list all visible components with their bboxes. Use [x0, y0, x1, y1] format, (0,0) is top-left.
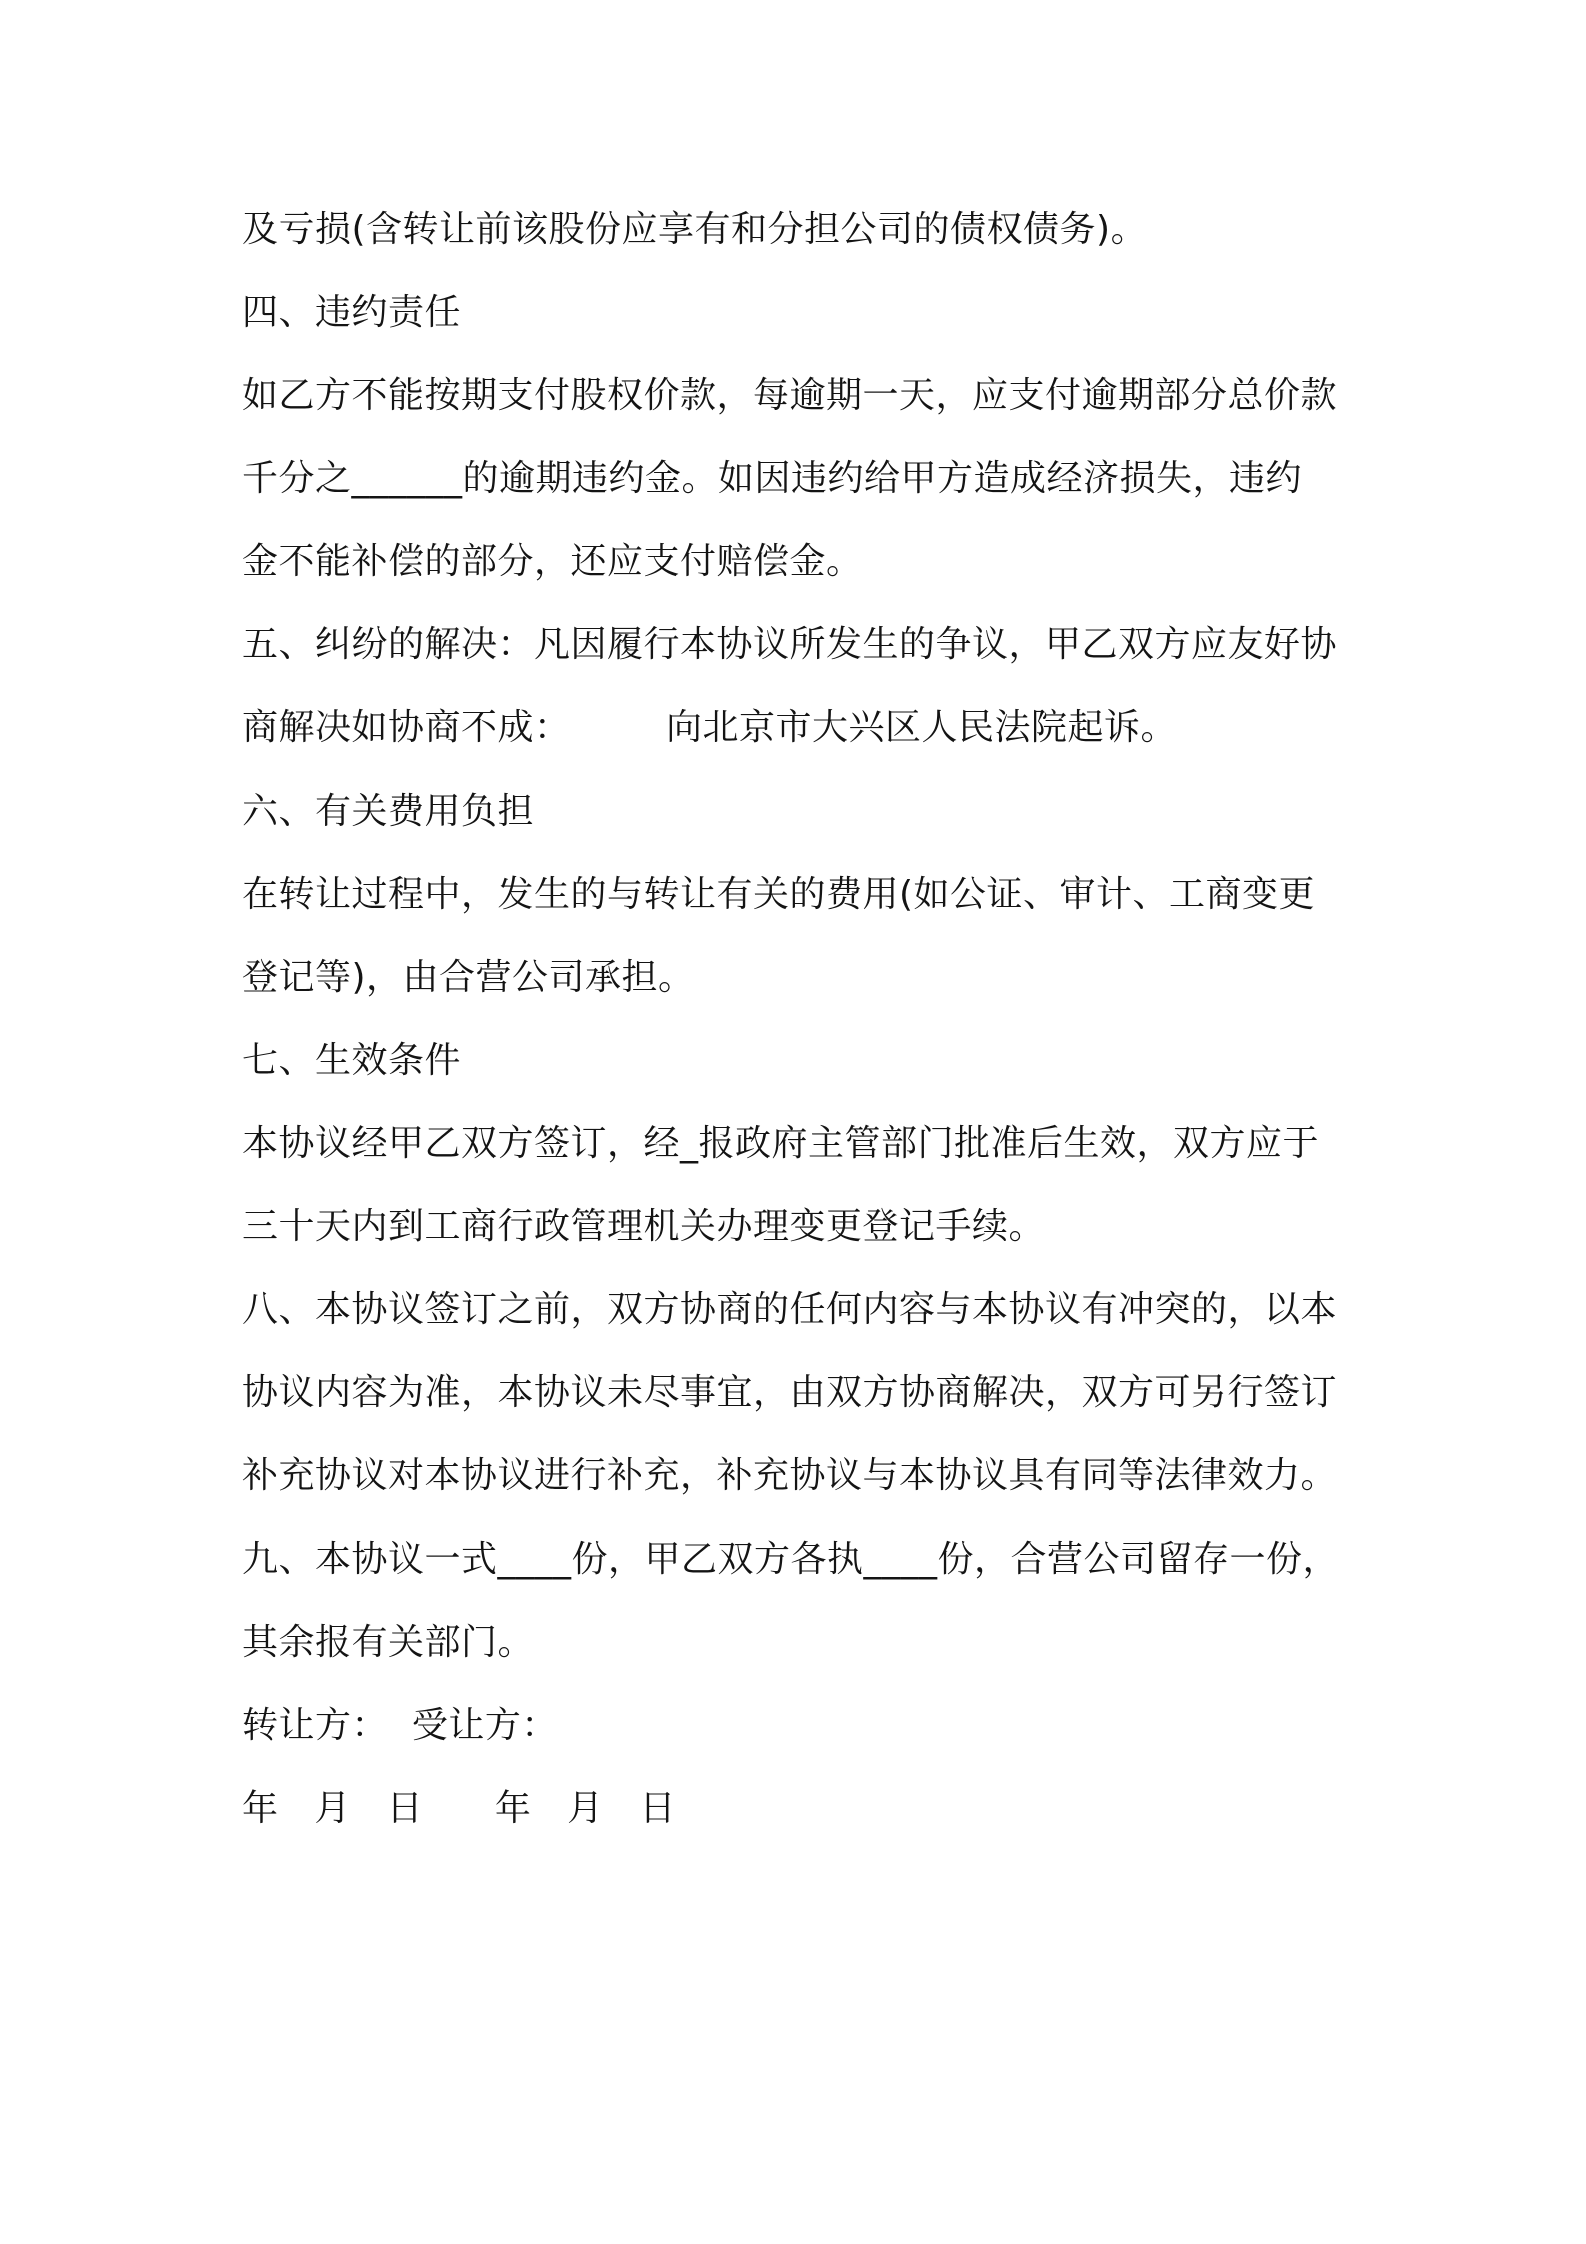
text-line-fees-detail: 在转让过程中，发生的与转让有关的费用(如公证、审计、工商变更 — [242, 874, 1316, 915]
heading-dispute-resolution: 五、纠纷的解决：凡因履行本协议所发生的争议，甲乙双方应友好协 — [242, 624, 1338, 665]
text-line-other-departments: 其余报有关部门。 — [242, 1622, 535, 1663]
text-line-prior-agreements: 八、本协议签订之前，双方协商的任何内容与本协议有冲突的，以本 — [242, 1289, 1338, 1330]
signature-dates: 年 月 日 年 月 日 — [242, 1788, 676, 1829]
text-line-late-payment: 如乙方不能按期支付股权价款，每逾期一天，应支付逾期部分总价款 — [242, 375, 1338, 416]
heading-fees: 六、有关费用负担 — [242, 791, 535, 832]
text-line-losses: 及亏损(含转让前该股份应享有和分担公司的债权债务)。 — [242, 209, 1148, 250]
text-line-registration: 三十天内到工商行政管理机关办理变更登记手续。 — [242, 1206, 1046, 1247]
text-line-penalty: 千分之______的逾期违约金。如因违约给甲方造成经济损失，违约 — [242, 458, 1303, 499]
heading-breach-liability: 四、违约责任 — [242, 292, 462, 333]
text-line-copies: 九、本协议一式____份，甲乙双方各执____份，合营公司留存一份， — [242, 1539, 1340, 1580]
heading-effective-conditions: 七、生效条件 — [242, 1040, 462, 1081]
text-line-approval: 本协议经甲乙双方签订，经_报政府主管部门批准后生效，双方应于 — [242, 1123, 1320, 1164]
text-line-unresolved-matters: 协议内容为准，本协议未尽事宜，由双方协商解决，双方可另行签订 — [242, 1372, 1338, 1413]
text-line-compensation: 金不能补偿的部分，还应支付赔偿金。 — [242, 541, 863, 582]
text-line-fees-bearer: 登记等)，由合营公司承担。 — [242, 957, 695, 998]
text-line-court: 商解决如协商不成： 向北京市大兴区人民法院起诉。 — [242, 707, 1178, 748]
signature-parties: 转让方： 受让方： — [242, 1705, 558, 1746]
text-line-supplementary: 补充协议对本协议进行补充，补充协议与本协议具有同等法律效力。 — [242, 1455, 1338, 1496]
